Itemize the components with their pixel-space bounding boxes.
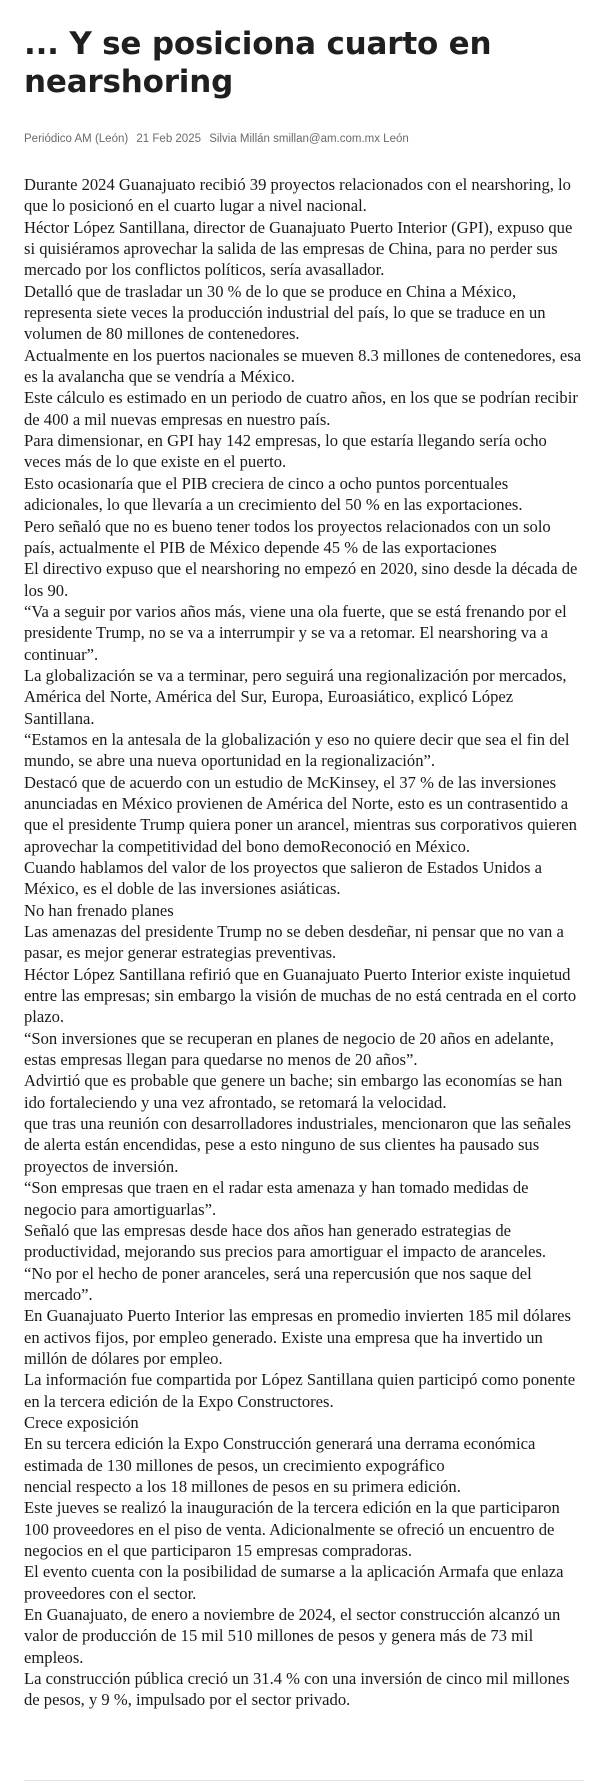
quote-paragraph: “Son empresas que traen en el radar esta amenaza y han tomado medidas de negocio para amortiguarlas”.: [24, 1178, 529, 1219]
paragraph: La construcción pública creció un 31.4 % con una inversión de cinco mil millones de pesos, y 9 %, impulsado por el sector privado.: [24, 1669, 570, 1710]
quote-paragraph: “Estamos en la antesala de la globalización y eso no quiere decir que sea el fin del mundo, se abre una nueva oportunidad en la regionalización”.: [24, 729, 570, 771]
article-body: [24, 174, 582, 1711]
paragraph: Señaló que las empresas desde hace dos años han generado estrategias de productividad, mejorando sus precios para amortiguar el impacto de aranceles.: [24, 1220, 547, 1262]
paragraph: que tras una reunión con desarrolladores industriales, mencionaron que las señales de alerta están encendidas, pese a esto ninguno de sus clientes ha pausado sus proyectos de inversión.: [24, 1114, 571, 1176]
paragraph: Destacó que de acuerdo con un estudio de McKinsey, el 37 % de las inversiones anunciadas en México provienen de América del Norte, esto es un contrasentido a que el presidente Trump quiera poner un arancel, mientras sus corporativos quieren aprovechar la competitividad del bono demoReconoció en México.: [24, 772, 577, 856]
article-title: ... Y se posiciona cuarto en nearshoring: [24, 26, 492, 100]
paragraph: Las amenazas del presidente Trump no se deben desdeñar, ni pensar que no van a pasar, es mejor generar estrategias preventivas.: [24, 922, 564, 963]
article: [24, 0, 582, 1711]
article-author: Silvia Millán smillan@am.com.mx León: [209, 133, 409, 145]
article-date: 21 Feb 2025: [136, 133, 201, 145]
paragraph: Héctor López Santillana refirió que en Guanajuato Puerto Interior existe inquietud entre las empresas; sin embargo la visión de muchas de no está centrada en el corto plazo.: [24, 964, 577, 1027]
subheading: No han frenado planes: [24, 900, 174, 920]
paragraph: Este jueves se realizó la inauguración de la tercera edición en la que participaron 100 proveedores en el piso de venta. Adicionalmente se ofreció un encuentro de negocios en el que participaron 15 empresas compradoras.: [24, 1498, 560, 1560]
paragraph: Héctor López Santillana, director de Guanajuato Puerto Interior (GPI), expuso que si quisiéramos aprovechar la salida de las empresas de China, para no perder sus mercado por los conflictos políticos, sería avasallador.: [24, 217, 573, 280]
paragraph: La información fue compartida por López Santillana quien participó como ponente en la tercera edición de la Expo Constructores.: [24, 1370, 576, 1411]
article-source: Periódico AM (León): [24, 133, 129, 145]
paragraph: Para dimensionar, en GPI hay 142 empresas, lo que estaría llegando sería ocho veces más de lo que existe en el puerto.: [24, 431, 547, 472]
paragraph: Este cálculo es estimado en un periodo de cuatro años, en los que se podrían recibir de 400 a mil nuevas empresas en nuestro país.: [24, 388, 578, 429]
subheading: Crece exposición: [24, 1412, 139, 1432]
paragraph: El directivo expuso que el nearshoring no empezó en 2020, sino desde la década de los 90.: [24, 559, 578, 600]
paragraph: Esto ocasionaría que el PIB creciera de cinco a ocho puntos porcentuales adicionales, lo que llevaría a un crecimiento del 50 % en las exportaciones.: [24, 473, 523, 515]
paragraph: Actualmente en los puertos nacionales se mueven 8.3 millones de contenedores, esa es la avalancha que se vendría a México.: [24, 345, 582, 387]
paragraph: Durante 2024 Guanajuato recibió 39 proyectos relacionados con el nearshoring, lo que lo posicionó en el cuarto lugar a nivel nacional.: [24, 175, 571, 216]
article-divider: [24, 1780, 584, 1781]
paragraph: En su tercera edición la Expo Construcción generará una derrama económica estimada de 130 millones de pesos, un crecimiento expográfico: [24, 1434, 536, 1475]
paragraph: En Guanajuato, de enero a noviembre de 2024, el sector construcción alcanzó un valor de producción de 15 mil 510 millones de pesos y genera más de 73 mil empleos.: [24, 1605, 561, 1667]
quote-paragraph: “No por el hecho de poner aranceles, será una repercusión que nos saque del mercado”.: [24, 1263, 532, 1304]
article-meta: [24, 131, 582, 147]
quote-paragraph: “Va a seguir por varios años más, viene una ola fuerte, que se está frenando por el presidente Trump, no se va a interrumpir y se va a retomar. El nearshoring va a continuar”.: [24, 601, 567, 664]
paragraph: El evento cuenta con la posibilidad de sumarse a la aplicación Armafa que enlaza proveedores con el sector.: [24, 1562, 564, 1603]
paragraph: En Guanajuato Puerto Interior las empresas en promedio invierten 185 mil dólares en activos fijos, por empleo generado. Existe una empresa que ha invertido un millón de dólares por empleo.: [24, 1306, 571, 1368]
paragraph: Pero señaló que no es bueno tener todos los proyectos relacionados con un solo país, actualmente el PIB de México depende 45 % de las exportaciones: [24, 516, 551, 557]
paragraph: La globalización se va a terminar, pero seguirá una regionalización por mercados, América del Norte, América del Sur, Europa, Euroasiático, explicó López Santillana.: [24, 665, 567, 728]
paragraph: Advirtió que es probable que genere un bache; sin embargo las economías se han ido fortaleciendo y una vez afrontado, se retomará la velocidad.: [24, 1071, 563, 1112]
paragraph: Detalló que de trasladar un 30 % de lo que se produce en China a México, representa siete veces la producción industrial del país, lo que se traduce en un volumen de 80 millones de contenedores.: [24, 281, 546, 344]
paragraph: nencial respecto a los 18 millones de pesos en su primera edición.: [24, 1476, 461, 1496]
paragraph: Cuando hablamos del valor de los proyectos que salieron de Estados Unidos a México, es el doble de las inversiones asiáticas.: [24, 858, 542, 899]
quote-paragraph: “Son inversiones que se recuperan en planes de negocio de 20 años en adelante, estas empresas llegan para quedarse no menos de 20 años”.: [24, 1028, 554, 1070]
